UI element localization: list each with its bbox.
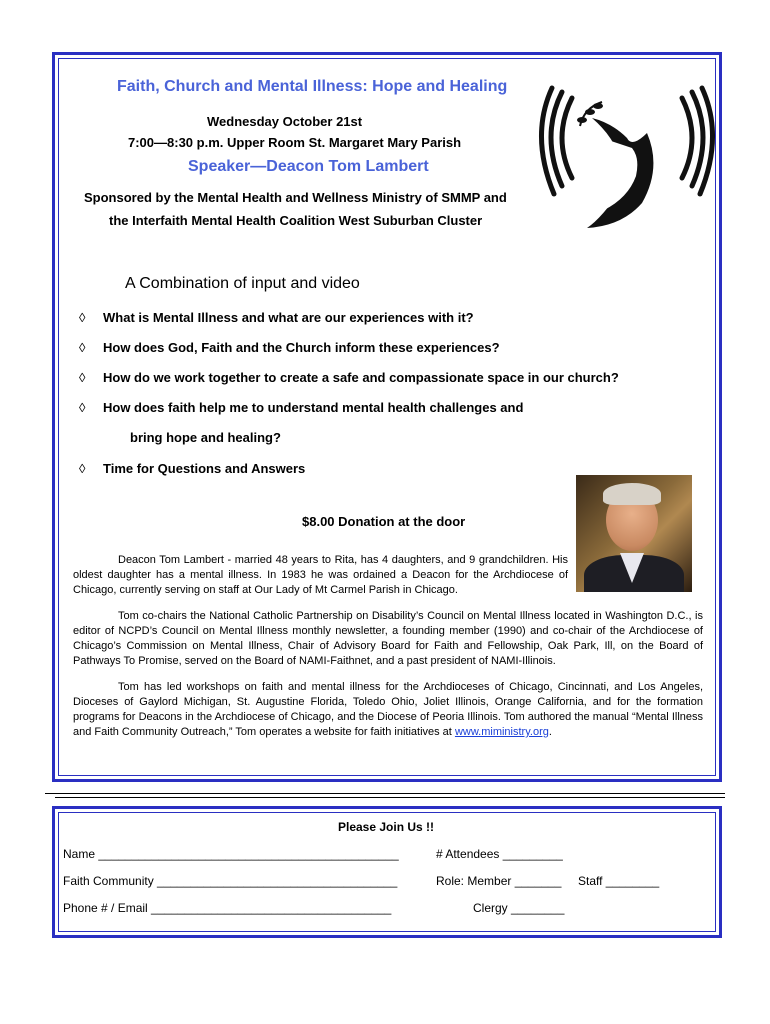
speaker-heading: Speaker—Deacon Tom Lambert <box>188 158 429 175</box>
website-link[interactable]: www.miministry.org <box>454 726 549 738</box>
bullet-icon: ◊ <box>79 370 86 385</box>
role-clergy-field[interactable]: Clergy ________ <box>473 901 565 915</box>
name-field[interactable]: Name _____________________________________________ <box>63 847 399 861</box>
list-item: What is Mental Illness and what are our experiences with it? <box>103 310 474 325</box>
attendees-field[interactable]: # Attendees _________ <box>436 847 563 861</box>
list-item-continuation: bring hope and healing? <box>130 430 281 445</box>
sponsor-line-2: the Interfaith Mental Health Coalition West Suburban Cluster <box>109 213 483 228</box>
role-member-field[interactable]: Role: Member _______ <box>436 874 562 888</box>
bio-paragraph-3: Tom has led workshops on faith and mental illness for the Archdioceses of Chicago, Cincinnati, and Los Angeles, Dioceses of Gaylord Michigan, St. Augustine Florida, Toledo Ohio, Joliet Illinois, Orange California, and for the formation programs for Deacons in the Archdiocese of Chicago, and the Diocese of Peoria Illinois. Tom authored the manual “Mental Illness and Faith Community Outreach,” Tom operates a website for faith initiatives at www.miministry.org. <box>73 681 703 738</box>
bio-paragraph-2: Tom co-chairs the National Catholic Partnership on Disability’s Council on Mental Illness located in Washington D.C., is editor of NCPD’s Council on Mental Illness monthly newsletter, a founding member (1990) and co-chair of the Archdiocese of Chicago’s Commission on Mental Illness, Chair of Advisory Board for Faith and Fellowship, Oak Park, Ill, on the Board of Pathways To Promise, served on the Board of NAMI-Faithnet, and a past president of NAMI-Illinois. <box>73 610 703 667</box>
list-item: How does faith help me to understand mental health challenges and <box>103 400 524 415</box>
list-item: How do we work together to create a safe and compassionate space in our church? <box>103 370 619 385</box>
flyer-title: Faith, Church and Mental Illness: Hope and Healing <box>117 78 508 95</box>
bio-paragraph-1: Deacon Tom Lambert - married 48 years to Rita, has 4 daughters, and 9 grandchildren. His oldest daughter has a mental illness. In 1983 he was ordained a Deacon for the Archdiocese of Chicago, currently serving on staff at Our Lady of Mt Carmel Parish in Chicago. <box>73 554 568 596</box>
speaker-photo <box>576 475 692 592</box>
phone-email-field[interactable]: Phone # / Email ____________________________________ <box>63 901 392 915</box>
faith-community-field[interactable]: Faith Community ____________________________________ <box>63 874 398 888</box>
role-staff-field[interactable]: Staff ________ <box>578 874 660 888</box>
divider <box>55 797 725 798</box>
bullet-icon: ◊ <box>79 400 86 415</box>
bullet-icon: ◊ <box>79 340 86 355</box>
list-item: How does God, Faith and the Church inform these experiences? <box>103 340 500 355</box>
list-item: Time for Questions and Answers <box>103 461 306 476</box>
dove-icon <box>532 78 722 238</box>
bullet-icon: ◊ <box>79 461 86 476</box>
divider <box>45 793 725 794</box>
form-heading: Please Join Us !! <box>338 820 435 834</box>
event-date: Wednesday October 21st <box>207 114 363 129</box>
bullet-icon: ◊ <box>79 310 86 325</box>
donation-text: $8.00 Donation at the door <box>302 514 466 529</box>
sponsor-line-1: Sponsored by the Mental Health and Wellness Ministry of SMMP and <box>84 190 507 205</box>
event-time-place: 7:00—8:30 p.m. Upper Room St. Margaret Mary Parish <box>128 135 462 150</box>
combination-heading: A Combination of input and video <box>125 275 360 292</box>
